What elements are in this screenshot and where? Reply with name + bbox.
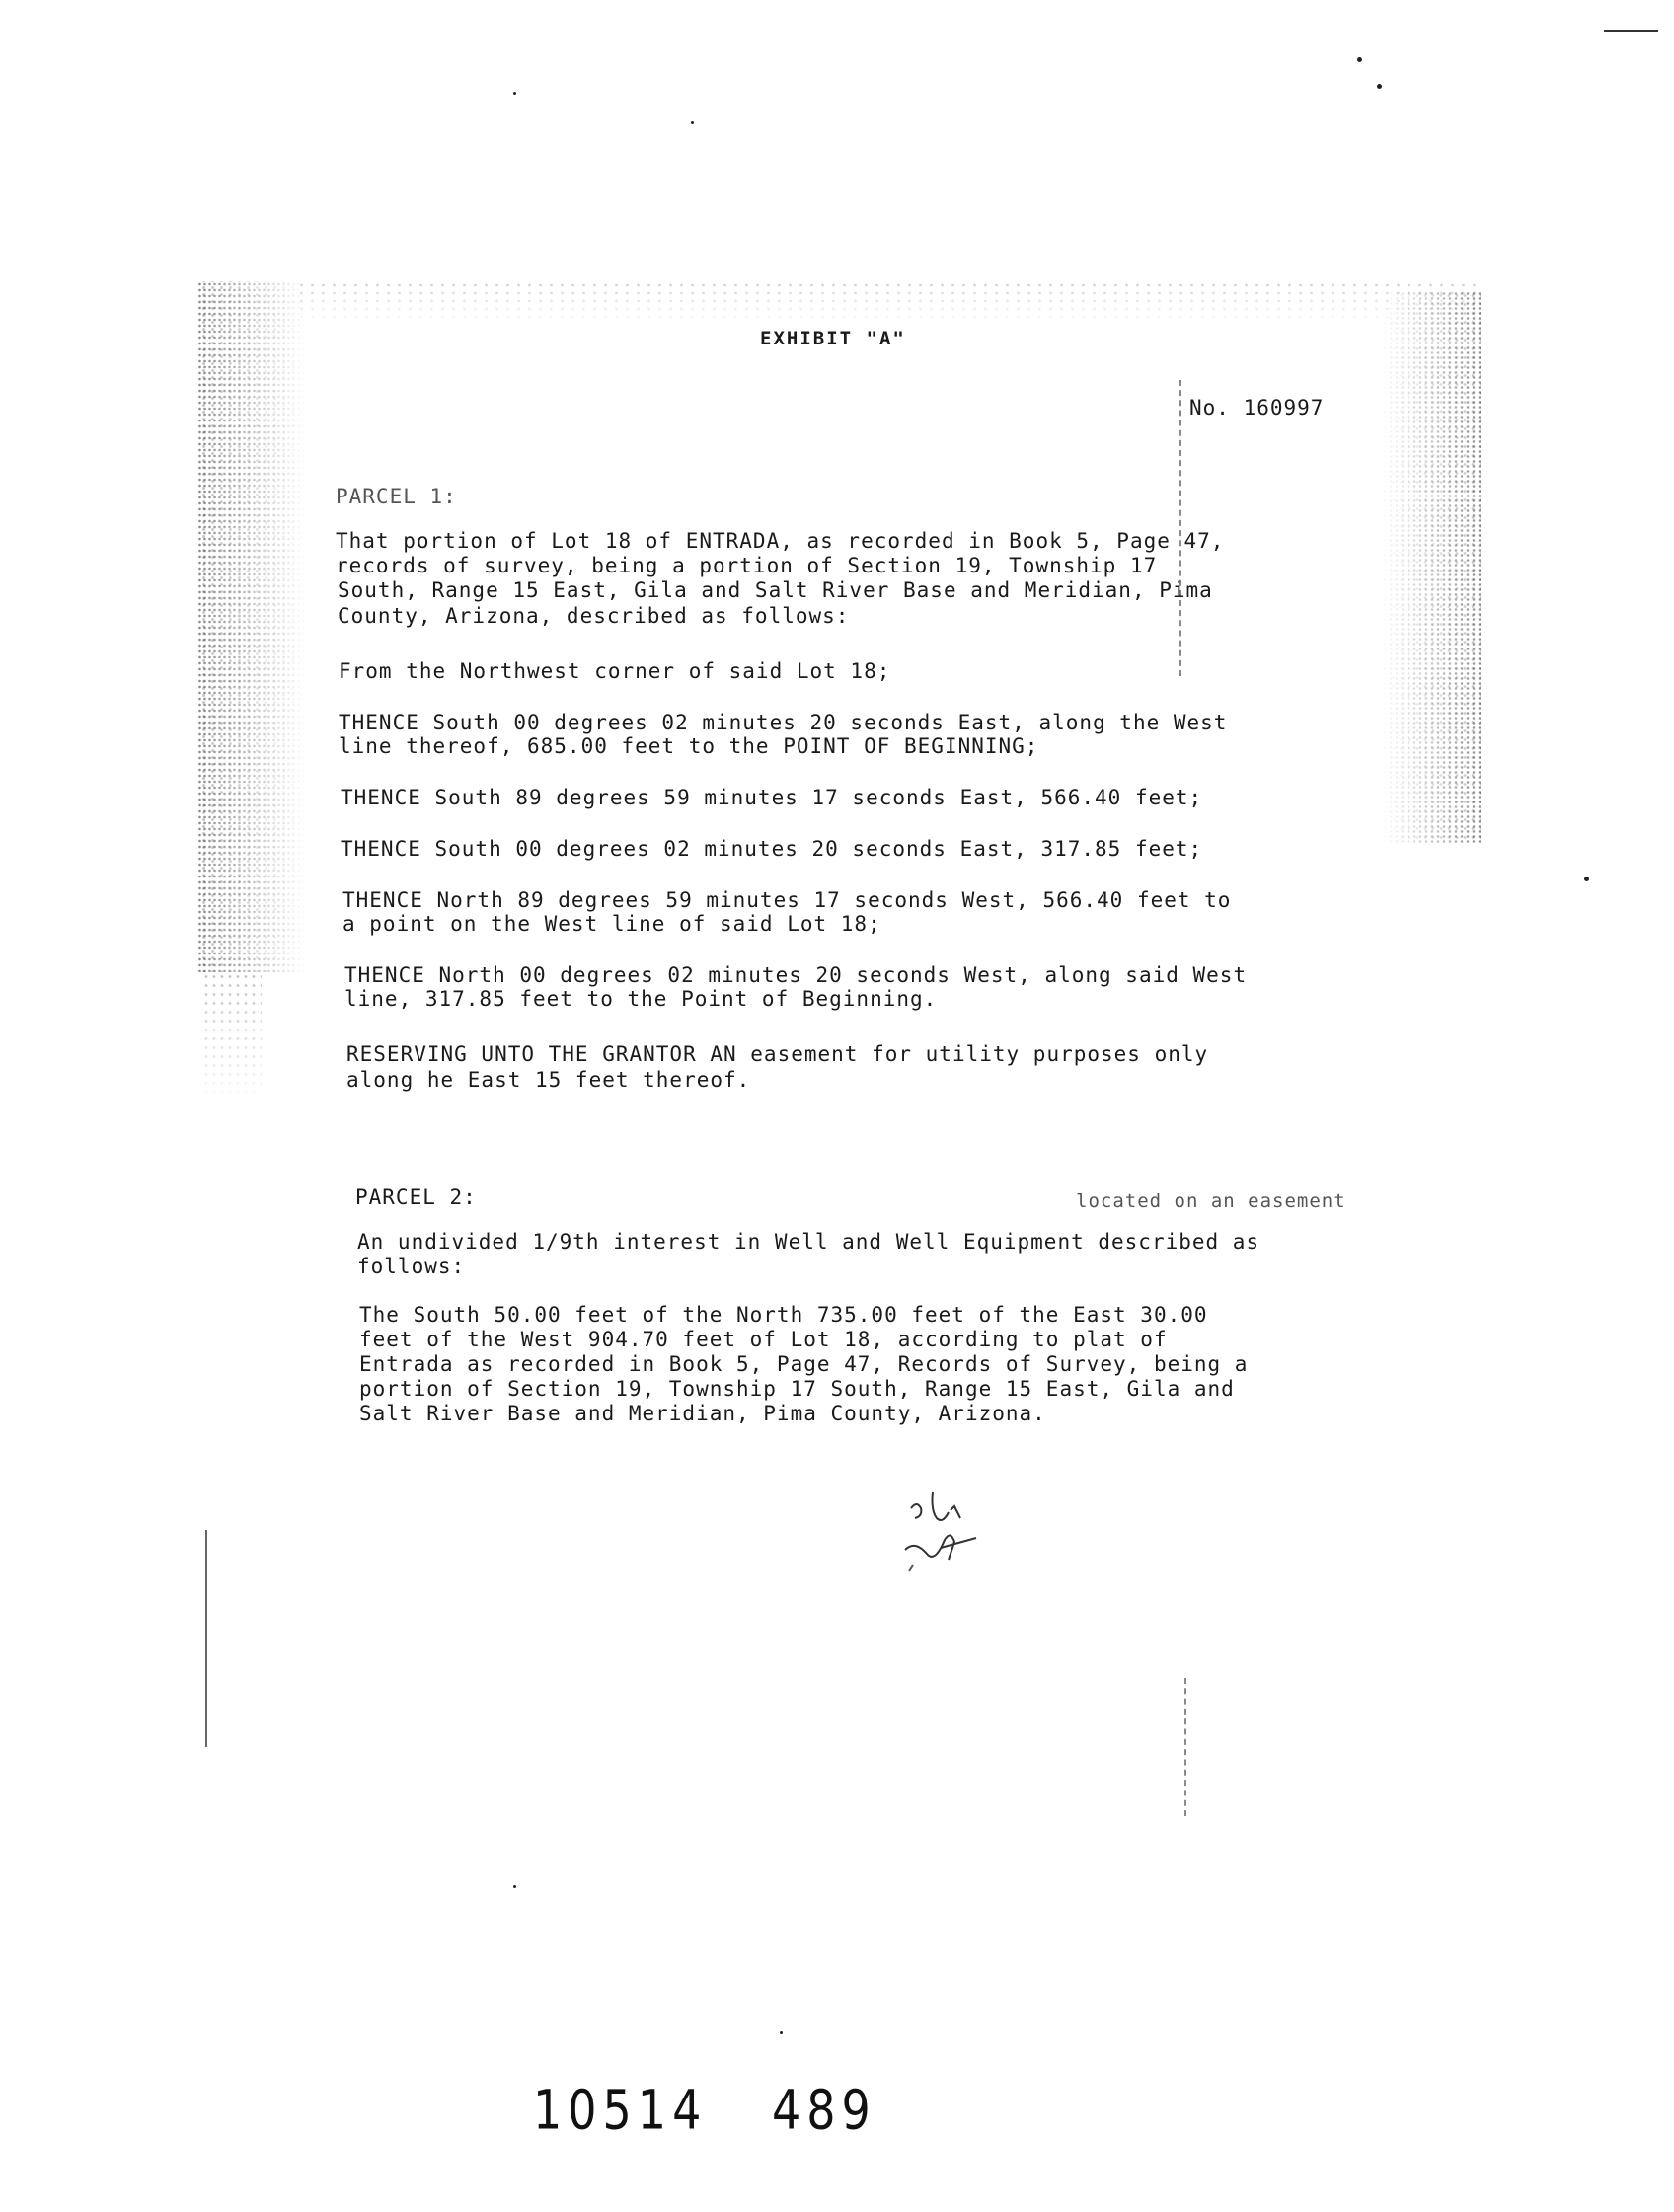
parcel-2-description-line: feet of the West 904.70 feet of Lot 18, according to plat of	[359, 1328, 1168, 1351]
scan-noise-right	[1382, 291, 1481, 844]
parcel-2-description-line: Salt River Base and Meridian, Pima County, Arizona.	[359, 1402, 1046, 1425]
parcel-1-reserving-line: along he East 15 feet thereof.	[346, 1068, 751, 1092]
scan-noise-left-lower	[202, 972, 262, 1110]
parcel-1-call-line: THENCE South 00 degrees 02 minutes 20 seconds East, along the West	[339, 711, 1228, 734]
edge-rule	[1604, 30, 1658, 32]
scan-speck	[780, 2031, 783, 2034]
scan-margin-line	[205, 1530, 207, 1747]
recording-book-number: 10514	[533, 2078, 708, 2142]
scan-speck	[1377, 84, 1382, 89]
parcel-2-description-line: portion of Section 19, Township 17 South, Range 15 East, Gila and	[359, 1377, 1235, 1401]
scan-speck	[691, 121, 694, 124]
scan-speck	[513, 1885, 516, 1888]
parcel-1-intro-line: County, Arizona, described as follows:	[338, 604, 850, 628]
parcel-1-reserving-line: RESERVING UNTO THE GRANTOR AN easement for utility purposes only	[346, 1042, 1209, 1066]
parcel-1-call-line: THENCE South 89 degrees 59 minutes 17 seconds East, 566.40 feet;	[341, 786, 1203, 809]
handwritten-initials	[893, 1481, 1002, 1589]
parcel-1-call-line: a point on the West line of said Lot 18;	[342, 912, 881, 936]
parcel-2-heading: PARCEL 2:	[355, 1185, 477, 1209]
parcel-1-intro-line: records of survey, being a portion of Section 19, Township 17	[336, 554, 1158, 577]
recording-page-number: 489	[772, 2078, 876, 2142]
parcel-1-call-line: THENCE North 00 degrees 02 minutes 20 seconds West, along said West	[344, 963, 1248, 987]
parcel-2-intro-line: An undivided 1/9th interest in Well and Well Equipment described as	[357, 1230, 1260, 1254]
parcel-1-from-line: From the Northwest corner of said Lot 18;	[339, 659, 891, 683]
parcel-1-call-line: line, 317.85 feet to the Point of Beginning.	[344, 987, 938, 1011]
parcel-2-insert-note: located on an easement	[1076, 1190, 1346, 1212]
parcel-1-call-line: line thereof, 685.00 feet to the POINT OF BEGINNING;	[339, 734, 1039, 758]
scan-dashed-line	[1179, 380, 1181, 676]
scan-speck	[513, 92, 516, 95]
scan-speck	[1584, 877, 1589, 881]
parcel-2-description-line: Entrada as recorded in Book 5, Page 47, Records of Survey, being a	[359, 1352, 1249, 1376]
parcel-1-call-line: THENCE North 89 degrees 59 minutes 17 seconds West, 566.40 feet to	[342, 888, 1232, 912]
parcel-2-intro-line: follows:	[357, 1255, 466, 1278]
parcel-2-description-line: The South 50.00 feet of the North 735.00 feet of the East 30.00	[359, 1303, 1208, 1327]
scan-speck	[1357, 57, 1362, 62]
scan-dashed-line	[1184, 1678, 1186, 1816]
scan-noise-top	[296, 281, 1481, 326]
exhibit-title: EXHIBIT "A"	[760, 328, 906, 349]
parcel-1-heading: PARCEL 1:	[336, 485, 457, 508]
document-number: No. 160997	[1189, 396, 1325, 420]
parcel-1-intro-line: South, Range 15 East, Gila and Salt River Base and Meridian, Pima	[338, 578, 1213, 602]
parcel-1-call-line: THENCE South 00 degrees 02 minutes 20 seconds East, 317.85 feet;	[341, 837, 1203, 861]
parcel-1-intro-line: That portion of Lot 18 of ENTRADA, as recorded in Book 5, Page 47,	[336, 529, 1225, 553]
scan-noise-left	[197, 281, 306, 972]
